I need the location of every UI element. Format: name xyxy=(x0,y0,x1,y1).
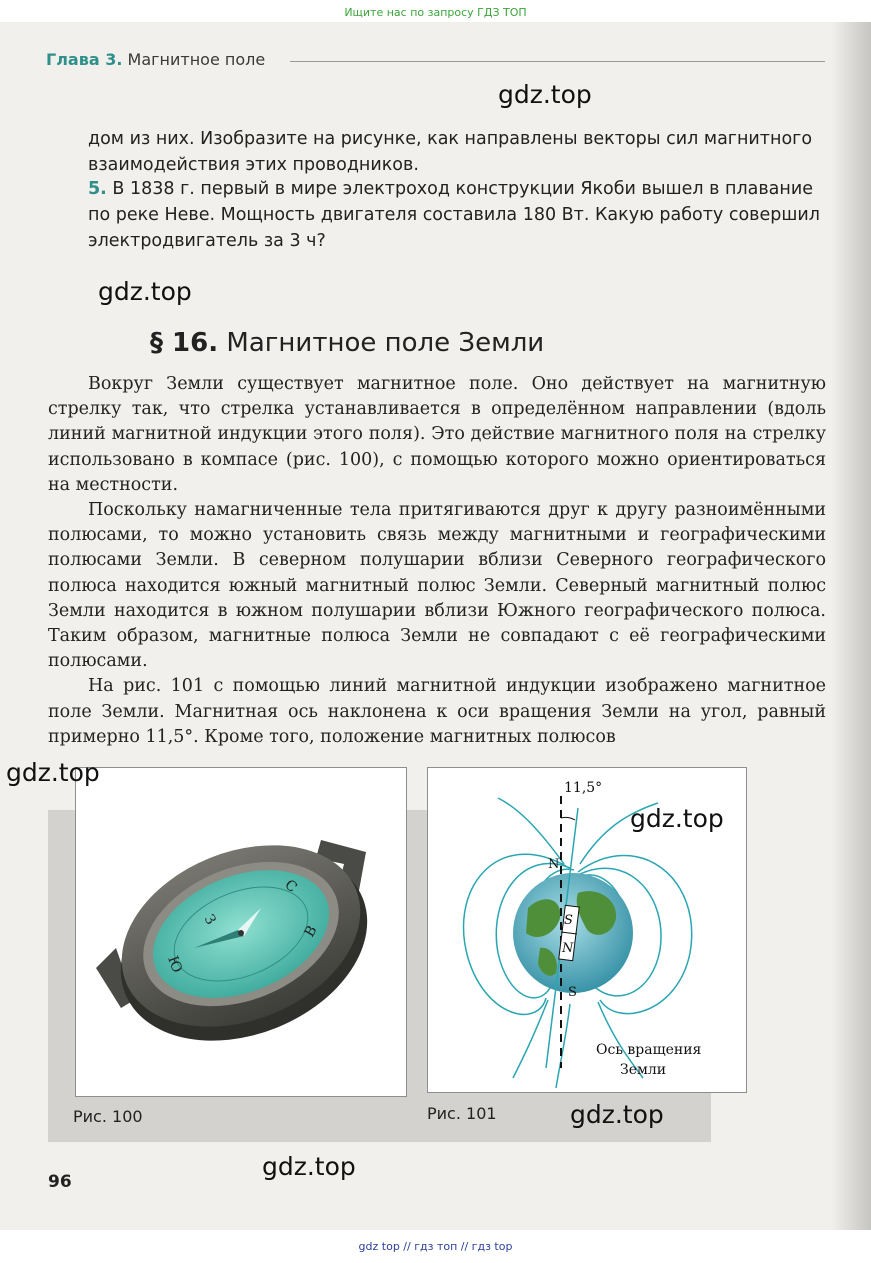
magnet-pole-bottom: N xyxy=(562,941,574,956)
top-banner[interactable]: Ищите нас по запросу ГДЗ ТОП xyxy=(344,6,527,19)
header-rule xyxy=(290,61,825,62)
paragraph-1: Вокруг Земли существует магнитное поле. Оно действует на магнитную стрелку так, что стрелка устанавливается в определённом направлении (вдоль линий магнитной индукции этого поля). Это действие магнитного поля на стрелку использовано в компасе (рис. 100), с помощью которого можно ориентироваться на местности. xyxy=(48,374,826,495)
bottom-banner[interactable]: gdz top // гдз топ // гдз top xyxy=(358,1240,513,1253)
exercise-5-text: В 1838 г. первый в мире электроход конструкции Якоби вышел в плавание по реке Неве. Мощность двигателя составила 180 Вт. Какую работу совершил электродвигатель за 3 ч? xyxy=(88,179,820,251)
exercise-5 xyxy=(88,176,828,254)
axis-label-line2: Земли xyxy=(620,1062,667,1078)
geo-south-label: S xyxy=(568,985,577,1000)
axis-label-line1: Ось вращения xyxy=(596,1042,702,1058)
chapter-title: Магнитное поле xyxy=(127,50,266,69)
compass-label-west: З xyxy=(200,912,219,928)
paragraph-3: На рис. 101 с помощью линий магнитной индукции изображено магнитное поле Земли. Магнитная ось наклонена к оси вращения Земли на угол, равный примерно 11,5°. Кроме того, положение магнитных полюсов xyxy=(48,676,826,747)
compass-pivot xyxy=(238,930,244,936)
chapter-number: Глава 3. xyxy=(46,50,123,69)
figure-100 xyxy=(75,767,407,1097)
exercise-5-number: 5. xyxy=(88,179,107,199)
exercise-continuation: дом из них. Изобразите на рисунке, как направлены векторы сил магнитного взаимодействия этих проводников. xyxy=(88,129,813,175)
figure-100-caption: Рис. 100 xyxy=(73,1107,143,1126)
angle-arc xyxy=(561,817,575,820)
watermark-4: gdz.top xyxy=(630,804,724,833)
compass-label-north: С xyxy=(281,876,300,896)
watermark-5: gdz.top xyxy=(570,1100,664,1129)
watermark-1: gdz.top xyxy=(498,80,592,109)
section-heading xyxy=(150,328,544,358)
compass-label-east: В xyxy=(301,923,321,940)
section-body xyxy=(48,372,826,750)
section-title: Магнитное поле Земли xyxy=(226,328,545,358)
chapter-header xyxy=(46,50,265,69)
watermark-2: gdz.top xyxy=(98,277,192,306)
section-number: § 16. xyxy=(150,328,219,358)
compass-label-south: Ю xyxy=(164,953,185,976)
geo-north-label: N xyxy=(548,857,560,872)
watermark-3: gdz.top xyxy=(6,758,100,787)
page-number: 96 xyxy=(48,1172,72,1192)
magnet-pole-top: S xyxy=(564,913,573,928)
watermark-6: gdz.top xyxy=(262,1152,356,1181)
figure-101-caption: Рис. 101 xyxy=(427,1104,497,1123)
compass-illustration xyxy=(76,768,406,1096)
tilt-angle-label: 11,5° xyxy=(564,780,603,796)
paragraph-2: Поскольку намагниченные тела притягиваются друг к другу разноимёнными полюсами, то можно установить связь между магнитными и географическими полюсами Земли. В северном полушарии вблизи Северного географического полюса находится южный магнитный полюс Земли. Северный магнитный полюс Земли находится в южном полушарии вблизи Южного географического полюса. Таким образом, магнитные полюса Земли не совпадают с её географическими полюсами. xyxy=(48,500,826,672)
page-edge-shadow xyxy=(831,22,871,1230)
